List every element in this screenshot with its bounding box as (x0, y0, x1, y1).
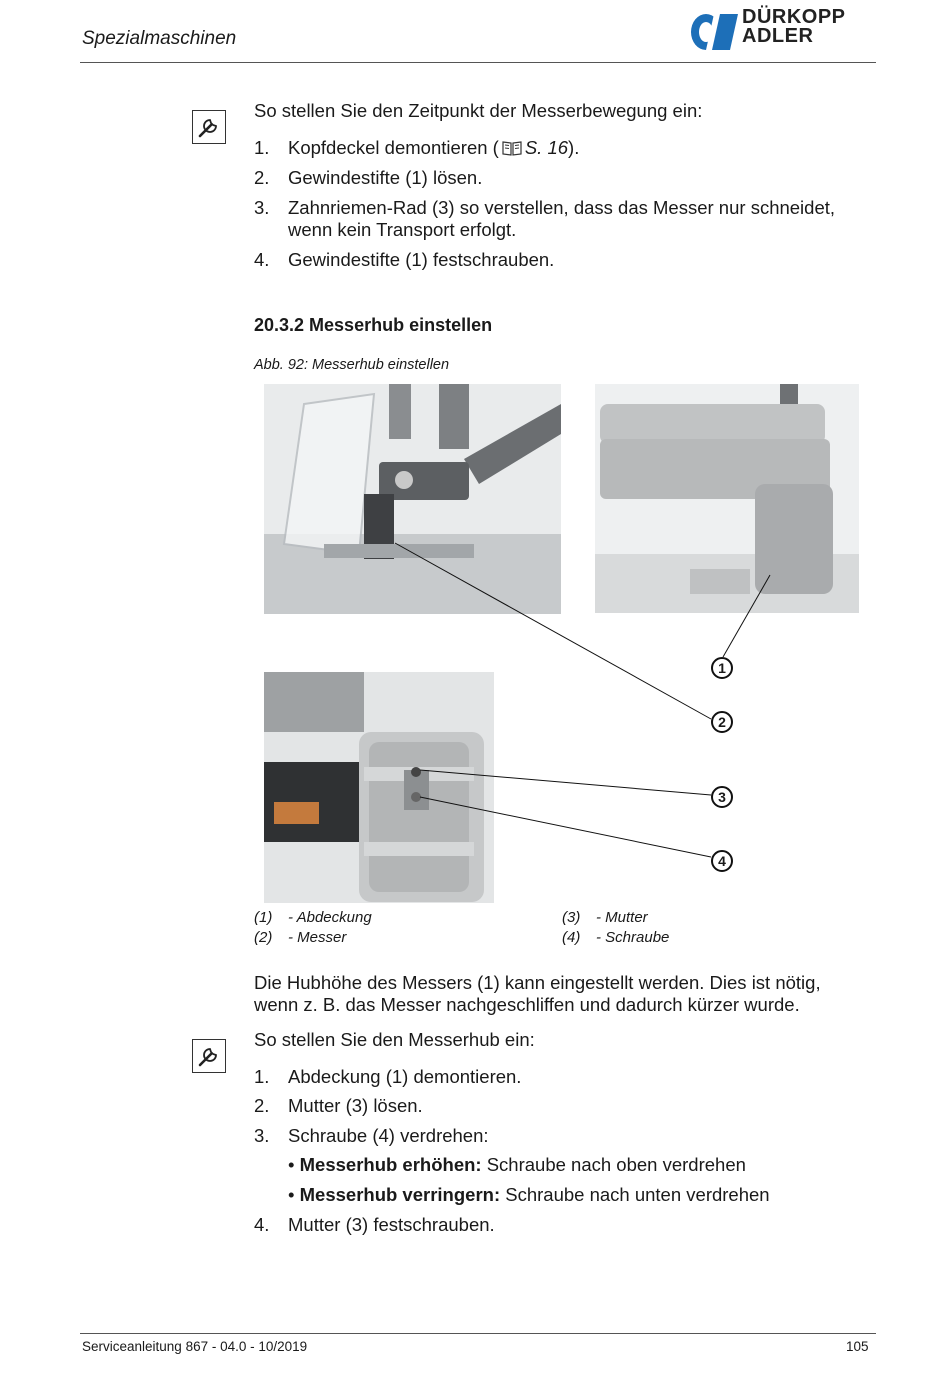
bullet-label: Messerhub verringern: (299, 1184, 501, 1205)
callout-4: 4 (711, 850, 733, 872)
step-number: 1. (254, 1066, 270, 1087)
step-text: Abdeckung (1) demontieren. (288, 1066, 522, 1087)
paragraph-line-2: wenn z. B. das Messer nachgeschliffen und dadurch kürzer wurde. (254, 994, 800, 1015)
legend-num: (4) (562, 929, 581, 946)
step-text: Gewindestifte (1) lösen. (288, 167, 483, 188)
legend-num: (2) (254, 929, 273, 946)
callout-2: 2 (711, 711, 733, 733)
paragraph-line-1: Die Hubhöhe des Messers (1) kann eingestellt werden. Dies ist nötig, (254, 972, 821, 993)
step-number: 3. (254, 197, 270, 218)
bullet-increase (288, 1154, 746, 1176)
footer-text: Serviceanleitung 867 - 04.0 - 10/2019 (82, 1339, 308, 1354)
bullet-dot: • (288, 1184, 300, 1205)
step-number: 4. (254, 1214, 270, 1235)
intro-heading: So stellen Sie den Zeitpunkt der Messerbewegung ein: (254, 100, 703, 121)
bullet-label: Messerhub erhöhen: (299, 1154, 482, 1175)
callout-1: 1 (711, 657, 733, 679)
step-text-line-1: Zahnriemen-Rad (3) so verstellen, dass das Messer nur schneidet, (288, 197, 836, 218)
logo-line-1: DÜRKOPP (742, 6, 846, 28)
bullet-text: Schraube nach oben verdrehen (481, 1154, 746, 1175)
step-number: 2. (254, 1095, 270, 1116)
step-text-b: ). (568, 137, 580, 158)
procedure-heading: So stellen Sie den Messerhub ein: (254, 1029, 535, 1050)
step-text: Gewindestifte (1) festschrauben. (288, 249, 555, 270)
legend-num: (3) (562, 909, 581, 926)
legend-num: (1) (254, 909, 273, 926)
figure-caption: Abb. 92: Messerhub einstellen (254, 357, 450, 373)
legend-text: - Abdeckung (288, 909, 372, 926)
step-text: Schraube (4) verdrehen: (288, 1125, 489, 1146)
step-text: Mutter (3) festschrauben. (288, 1214, 495, 1235)
wrench-icon (192, 1039, 226, 1073)
step-text: Mutter (3) lösen. (288, 1095, 423, 1116)
step-number: 3. (254, 1125, 270, 1146)
legend-text: - Messer (288, 929, 347, 946)
page-reference[interactable]: S. 16 (524, 137, 569, 158)
step-number: 1. (254, 137, 270, 158)
step-text-line-2: wenn kein Transport erfolgt. (288, 219, 517, 240)
callout-3: 3 (711, 786, 733, 808)
step-number: 2. (254, 167, 270, 188)
page-number: 105 (846, 1339, 869, 1354)
section-heading: 20.3.2 Messerhub einstellen (254, 315, 493, 335)
bullet-decrease (288, 1184, 770, 1206)
logo-line-2: ADLER (742, 25, 814, 47)
bullet-dot: • (288, 1154, 300, 1175)
legend-text: - Mutter (596, 909, 648, 926)
bullet-text: Schraube nach unten verdrehen (500, 1184, 770, 1205)
step-number: 4. (254, 249, 270, 270)
header-title: Spezialmaschinen (82, 28, 237, 49)
legend-text: - Schraube (596, 929, 670, 946)
step-text-a: Kopfdeckel demontieren ( (288, 137, 499, 158)
footer-divider (80, 1333, 876, 1334)
